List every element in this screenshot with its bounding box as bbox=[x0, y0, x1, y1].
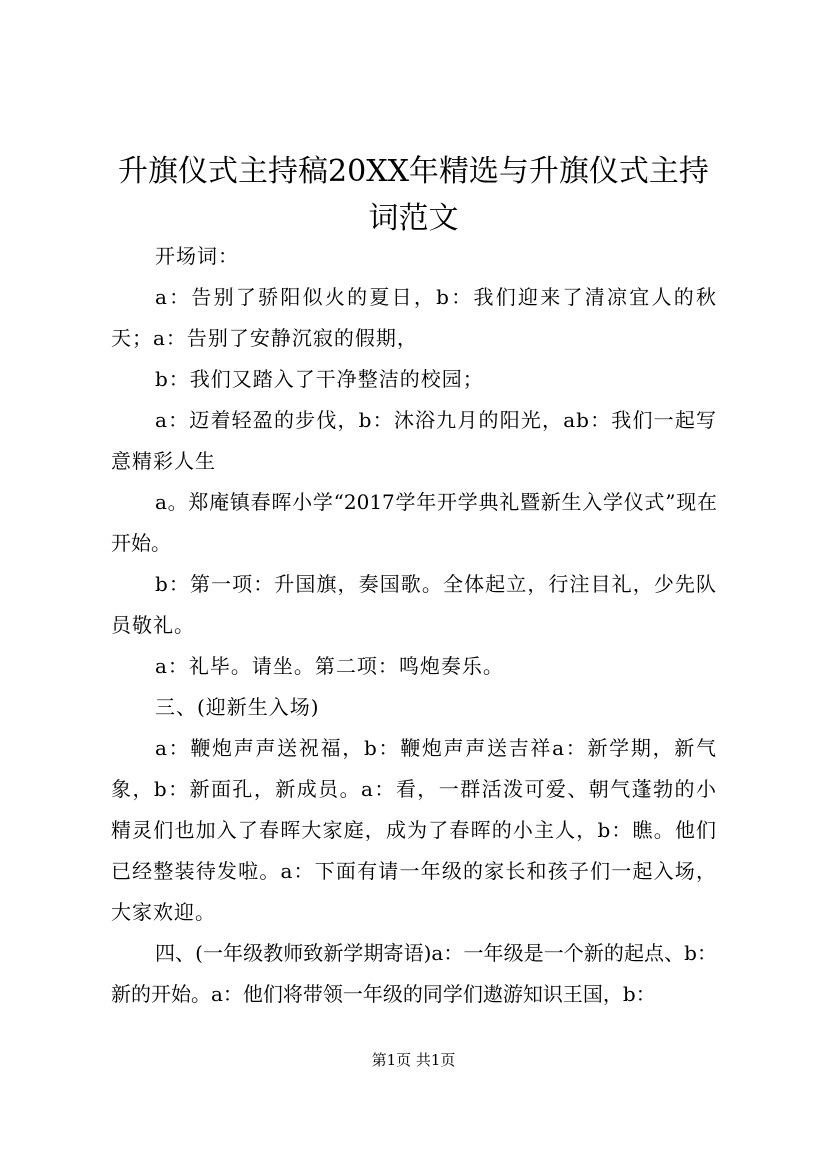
paragraph: 四、(一年级教师致新学期寄语)a：一年级是一个新的起点、b：新的开始。a：他们将带领一年级的同学们遨游知识王国，b： bbox=[111, 941, 717, 1006]
page-footer: 第1页 共1页 bbox=[371, 1051, 456, 1069]
paragraph: a：礼毕。请坐。第二项：鸣炮奏乐。 bbox=[155, 654, 504, 678]
title-line-2: 词范文 bbox=[368, 201, 459, 236]
paragraph-opening-label: 开场词： bbox=[155, 244, 239, 268]
paragraph: a：告别了骄阳似火的夏日，b：我们迎来了清凉宜人的秋天；a：告别了安静沉寂的假期， bbox=[111, 285, 717, 350]
paragraph: b：第一项：升国旗，奏国歌。全体起立，行注目礼，少先队员敬礼。 bbox=[111, 572, 717, 637]
paragraph: a：鞭炮声声送祝福，b：鞭炮声声送吉祥a：新学期，新气象，b：新面孔，新成员。a：看，一群活泼可爱、朝气蓬勃的小精灵们也加入了春晖大家庭，成为了春晖的小主人，b：瞧。他们已经整装待发啦。a：下面有请一年级的家长和孩子们一起入场，大家欢迎。 bbox=[111, 736, 717, 924]
paragraph: a。郑庵镇春晖小学“2017学年开学典礼暨新生入学仪式”现在开始。 bbox=[111, 490, 717, 555]
paragraph: b：我们又踏入了干净整洁的校园； bbox=[155, 367, 484, 391]
paragraph: a：迈着轻盈的步伐，b：沐浴九月的阳光，ab：我们一起写意精彩人生 bbox=[111, 408, 717, 473]
section-heading: 三、(迎新生入场) bbox=[155, 695, 320, 719]
document-body bbox=[111, 236, 717, 1015]
document-title bbox=[100, 148, 727, 242]
title-line-1: 升旗仪式主持稿20XX年精选与升旗仪式主持 bbox=[118, 154, 709, 189]
